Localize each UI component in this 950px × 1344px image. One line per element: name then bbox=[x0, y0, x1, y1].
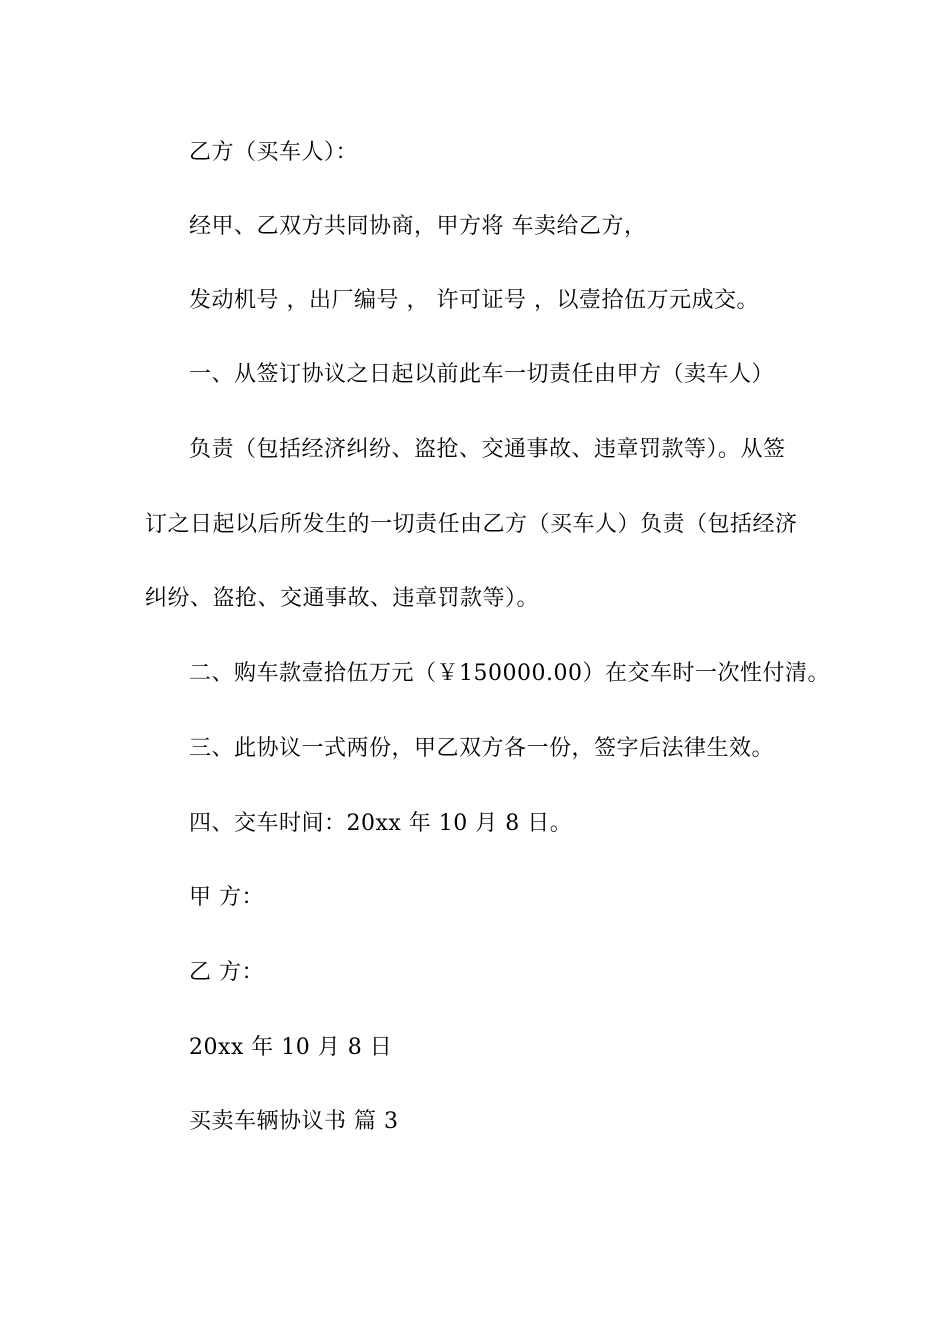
clause-one-line-3: 订之日起以后所发生的一切责任由乙方（买车人）负责（包括经济 bbox=[145, 512, 798, 537]
clause-one-line-4: 纠纷、盗抢、交通事故、违章罚款等）。 bbox=[145, 586, 540, 611]
party-b-label: 乙方（买车人）： bbox=[189, 140, 359, 165]
section-heading: 买卖车辆协议书 篇 3 bbox=[189, 1109, 399, 1134]
vehicle-identifiers: 发动机号 ，出厂编号 ， 许可证号 ，以壹拾伍万元成交。 bbox=[189, 288, 759, 313]
clause-one-line-1: 一、从签订协议之日起以前此车一切责任由甲方（卖车人） bbox=[189, 362, 775, 387]
party-a-signature-label: 甲 方： bbox=[189, 885, 264, 910]
party-b-signature-label: 乙 方： bbox=[189, 960, 264, 985]
clause-two: 二、购车款壹拾伍万元（￥150000.00）在交车时一次性付清。 bbox=[189, 661, 830, 686]
clause-one-line-2: 负责（包括经济纠纷、盗抢、交通事故、违章罚款等）。从签 bbox=[189, 437, 786, 462]
clause-three: 三、此协议一式两份，甲乙双方各一份，签字后法律生效。 bbox=[189, 736, 775, 761]
agreement-intro: 经甲、乙双方共同协商，甲方将 车卖给乙方， bbox=[189, 214, 647, 239]
clause-four: 四、交车时间：20xx 年 10 月 8 日。 bbox=[189, 811, 573, 836]
signing-date: 20xx 年 10 月 8 日 bbox=[189, 1035, 393, 1060]
